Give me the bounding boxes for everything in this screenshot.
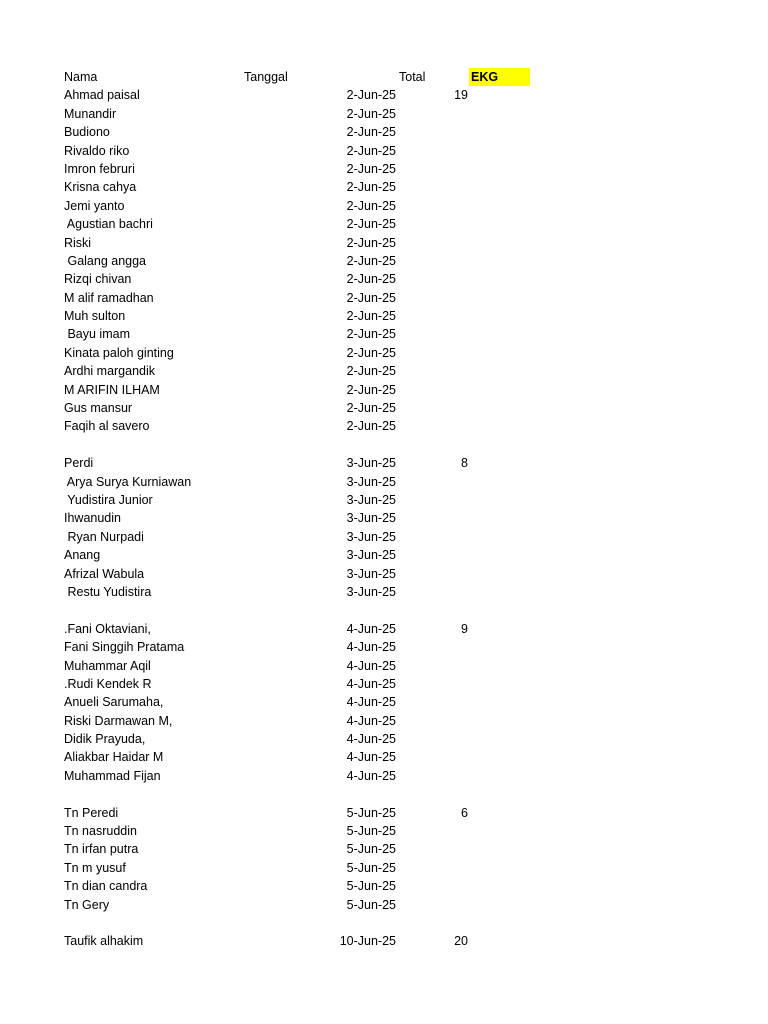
cell-nama: Tn irfan putra bbox=[64, 842, 139, 857]
cell-nama: Budiono bbox=[64, 125, 110, 140]
cell-tanggal: 3-Jun-25 bbox=[346, 456, 396, 471]
cell-nama: Ryan Nurpadi bbox=[64, 529, 144, 544]
cell-tanggal: 2-Jun-25 bbox=[346, 364, 396, 379]
table-row bbox=[0, 675, 768, 693]
cell-tanggal: 2-Jun-25 bbox=[346, 309, 396, 324]
table-row bbox=[0, 105, 768, 123]
cell-tanggal: 4-Jun-25 bbox=[346, 713, 396, 728]
cell-tanggal: 2-Jun-25 bbox=[346, 88, 396, 103]
cell-nama: Tn dian candra bbox=[64, 879, 148, 894]
cell-tanggal: 4-Jun-25 bbox=[346, 621, 396, 636]
table-row bbox=[0, 914, 768, 932]
cell-tanggal: 4-Jun-25 bbox=[346, 695, 396, 710]
cell-nama: Muhammar Aqil bbox=[64, 658, 151, 673]
cell-tanggal: 2-Jun-25 bbox=[346, 161, 396, 176]
cell-tanggal: 5-Jun-25 bbox=[346, 824, 396, 839]
cell-tanggal: 5-Jun-25 bbox=[346, 860, 396, 875]
cell-tanggal: 3-Jun-25 bbox=[346, 566, 396, 581]
cell-tanggal: 4-Jun-25 bbox=[346, 640, 396, 655]
cell-tanggal: 5-Jun-25 bbox=[346, 897, 396, 912]
table-row bbox=[0, 565, 768, 583]
table-row bbox=[0, 142, 768, 160]
table-row bbox=[0, 325, 768, 343]
cell-tanggal: 4-Jun-25 bbox=[346, 732, 396, 747]
cell-nama: Jemi yanto bbox=[64, 198, 125, 213]
cell-nama: Bayu imam bbox=[64, 327, 130, 342]
table-row bbox=[0, 785, 768, 803]
table-row bbox=[0, 417, 768, 435]
table-row bbox=[0, 362, 768, 380]
cell-nama: Tn Peredi bbox=[64, 805, 119, 820]
table-row bbox=[0, 896, 768, 914]
cell-nama: Faqih al savero bbox=[64, 419, 150, 434]
cell-total: 9 bbox=[461, 621, 468, 636]
cell-nama: Imron februri bbox=[64, 161, 135, 176]
cell-nama: Rivaldo riko bbox=[64, 143, 130, 158]
cell-tanggal: 2-Jun-25 bbox=[346, 217, 396, 232]
table-row bbox=[0, 528, 768, 546]
table-row bbox=[0, 86, 768, 104]
cell-nama: Kinata paloh ginting bbox=[64, 345, 174, 360]
table-row bbox=[0, 270, 768, 288]
cell-tanggal: 4-Jun-25 bbox=[346, 676, 396, 691]
cell-nama: .Rudi Kendek R bbox=[64, 676, 152, 691]
data-rows bbox=[0, 86, 768, 950]
cell-nama: Tn nasruddin bbox=[64, 824, 137, 839]
table-row bbox=[0, 399, 768, 417]
cell-nama: Munandir bbox=[64, 106, 117, 121]
cell-nama: Ardhi margandik bbox=[64, 364, 156, 379]
cell-nama: Tn m yusuf bbox=[64, 860, 126, 875]
cell-tanggal: 2-Jun-25 bbox=[346, 382, 396, 397]
cell-tanggal: 10-Jun-25 bbox=[339, 934, 396, 949]
header-row bbox=[0, 68, 768, 86]
cell-tanggal: 2-Jun-25 bbox=[346, 272, 396, 287]
table-row bbox=[0, 748, 768, 766]
table-row bbox=[0, 197, 768, 215]
cell-tanggal: 2-Jun-25 bbox=[346, 345, 396, 360]
cell-nama: Restu Yudistira bbox=[64, 584, 152, 599]
table-row bbox=[0, 877, 768, 895]
cell-tanggal: 3-Jun-25 bbox=[346, 548, 396, 563]
cell-total: 19 bbox=[454, 88, 468, 103]
table-row bbox=[0, 454, 768, 472]
cell-nama: Rizqi chivan bbox=[64, 272, 132, 287]
table-row bbox=[0, 234, 768, 252]
cell-nama: .Fani Oktaviani, bbox=[64, 621, 151, 636]
table-row bbox=[0, 381, 768, 399]
table-row bbox=[0, 601, 768, 619]
cell-nama: Riski bbox=[64, 235, 92, 250]
table-row bbox=[0, 252, 768, 270]
cell-nama: Didik Prayuda, bbox=[64, 732, 146, 747]
table-row bbox=[0, 657, 768, 675]
cell-nama: Aliakbar Haidar M bbox=[64, 750, 164, 765]
cell-tanggal: 4-Jun-25 bbox=[346, 750, 396, 765]
table-row bbox=[0, 583, 768, 601]
table-row bbox=[0, 859, 768, 877]
cell-tanggal: 2-Jun-25 bbox=[346, 235, 396, 250]
cell-nama: Galang angga bbox=[64, 253, 147, 268]
cell-tanggal: 5-Jun-25 bbox=[346, 842, 396, 857]
cell-nama: Muhammad Fijan bbox=[64, 768, 161, 783]
spreadsheet bbox=[0, 68, 768, 951]
table-row bbox=[0, 712, 768, 730]
cell-nama: Ihwanudin bbox=[64, 511, 121, 526]
cell-nama: Yudistira Junior bbox=[64, 492, 153, 507]
table-row bbox=[0, 473, 768, 491]
cell-tanggal: 2-Jun-25 bbox=[346, 419, 396, 434]
cell-nama: Arya Surya Kurniawan bbox=[64, 474, 192, 489]
cell-nama: Gus mansur bbox=[64, 401, 133, 416]
cell-tanggal: 2-Jun-25 bbox=[346, 327, 396, 342]
table-row bbox=[0, 491, 768, 509]
header-total: Total bbox=[399, 70, 426, 84]
cell-tanggal: 2-Jun-25 bbox=[346, 401, 396, 416]
header-ekg: EKG bbox=[469, 68, 530, 86]
table-row bbox=[0, 178, 768, 196]
header-tanggal: Tanggal bbox=[244, 70, 288, 84]
cell-nama: Tn Gery bbox=[64, 897, 110, 912]
cell-tanggal: 2-Jun-25 bbox=[346, 253, 396, 268]
cell-nama: Krisna cahya bbox=[64, 180, 137, 195]
cell-tanggal: 5-Jun-25 bbox=[346, 805, 396, 820]
table-row bbox=[0, 767, 768, 785]
table-row bbox=[0, 638, 768, 656]
cell-tanggal: 4-Jun-25 bbox=[346, 768, 396, 783]
table-row bbox=[0, 509, 768, 527]
cell-nama: M alif ramadhan bbox=[64, 290, 154, 305]
cell-tanggal: 4-Jun-25 bbox=[346, 658, 396, 673]
cell-nama: Anueli Sarumaha, bbox=[64, 695, 164, 710]
table-row bbox=[0, 289, 768, 307]
header-nama: Nama bbox=[64, 70, 98, 84]
cell-tanggal: 2-Jun-25 bbox=[346, 143, 396, 158]
cell-nama: Taufik alhakim bbox=[64, 934, 144, 949]
table-row bbox=[0, 822, 768, 840]
table-row bbox=[0, 307, 768, 325]
cell-tanggal: 2-Jun-25 bbox=[346, 180, 396, 195]
cell-total: 8 bbox=[461, 456, 468, 471]
table-row bbox=[0, 840, 768, 858]
table-row bbox=[0, 932, 768, 950]
table-row bbox=[0, 730, 768, 748]
cell-tanggal: 3-Jun-25 bbox=[346, 492, 396, 507]
cell-total: 6 bbox=[461, 805, 468, 820]
cell-nama: Agustian bachri bbox=[64, 217, 153, 232]
cell-tanggal: 3-Jun-25 bbox=[346, 474, 396, 489]
table-row bbox=[0, 215, 768, 233]
table-row bbox=[0, 436, 768, 454]
cell-tanggal: 2-Jun-25 bbox=[346, 198, 396, 213]
cell-tanggal: 2-Jun-25 bbox=[346, 125, 396, 140]
cell-tanggal: 2-Jun-25 bbox=[346, 106, 396, 121]
cell-tanggal: 3-Jun-25 bbox=[346, 584, 396, 599]
cell-nama: M ARIFIN ILHAM bbox=[64, 382, 160, 397]
table-row bbox=[0, 620, 768, 638]
cell-tanggal: 2-Jun-25 bbox=[346, 290, 396, 305]
table-row bbox=[0, 123, 768, 141]
table-row bbox=[0, 344, 768, 362]
cell-nama: Muh sulton bbox=[64, 309, 126, 324]
cell-nama: Ahmad paisal bbox=[64, 88, 140, 103]
table-row bbox=[0, 160, 768, 178]
cell-tanggal: 3-Jun-25 bbox=[346, 529, 396, 544]
cell-nama: Riski Darmawan M, bbox=[64, 713, 173, 728]
cell-tanggal: 3-Jun-25 bbox=[346, 511, 396, 526]
cell-nama: Afrizal Wabula bbox=[64, 566, 145, 581]
table-row bbox=[0, 546, 768, 564]
cell-total: 20 bbox=[454, 934, 468, 949]
table-row bbox=[0, 693, 768, 711]
cell-tanggal: 5-Jun-25 bbox=[346, 879, 396, 894]
cell-nama: Perdi bbox=[64, 456, 94, 471]
cell-nama: Anang bbox=[64, 548, 101, 563]
cell-nama: Fani Singgih Pratama bbox=[64, 640, 185, 655]
table-row bbox=[0, 804, 768, 822]
